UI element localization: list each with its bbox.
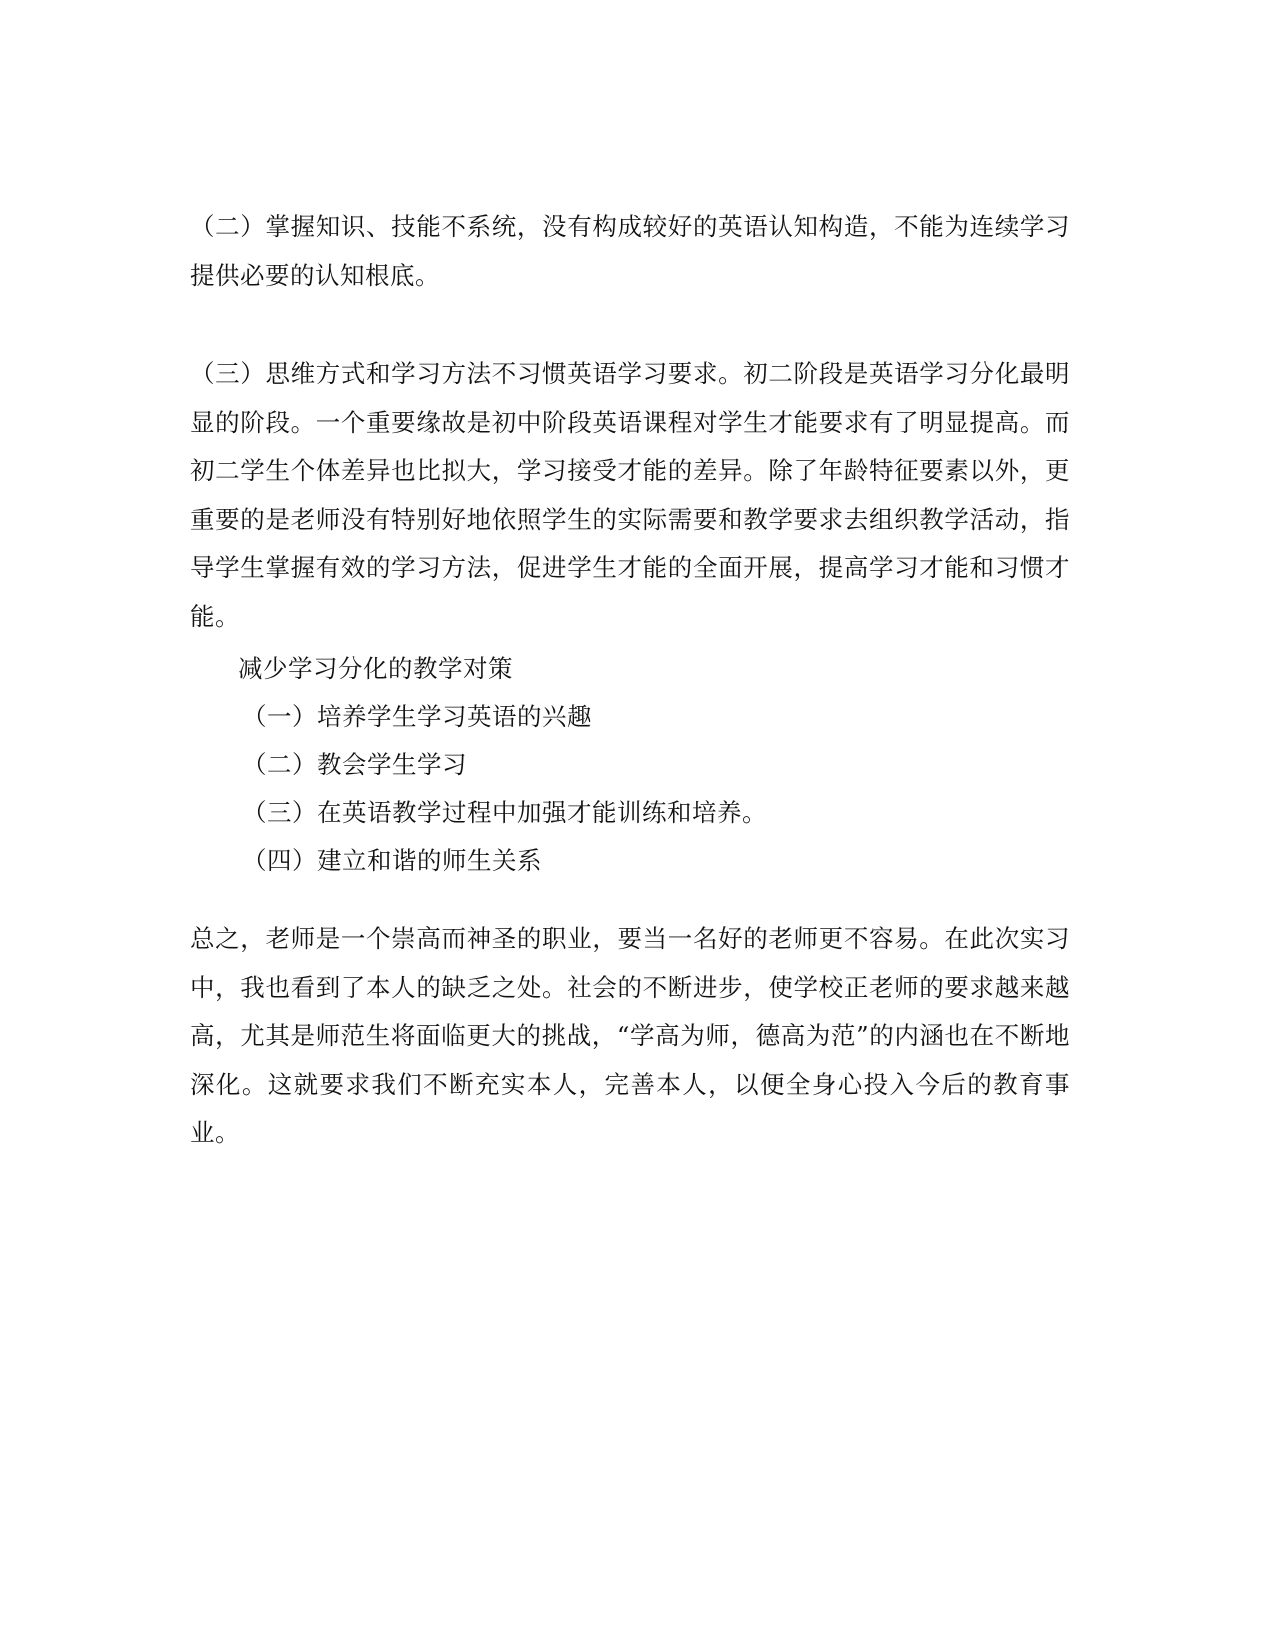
section-heading-strategies: 减少学习分化的教学对策 [238, 654, 513, 683]
paragraph-thinking-methods: （三）思维方式和学习方法不习惯英语学习要求。初二阶段是英语学习分化最明显的阶段。一个重要缘故是初中阶段英语课程对学生才能要求有了明显提高。而初二学生个体差异也比拟大，学习接受才能的差异。除了年龄特征要素以外，更重要的是老师没有特别好地依照学生的实际需要和教学要求去组织教学活动，指导学生掌握有效的学习方法，促进学生才能的全面开展，提高学习才能和习惯才能。 [190, 359, 1070, 631]
strategy-item-1: （一）培养学生学习英语的兴趣 [242, 702, 592, 731]
paragraph-knowledge-skills: （二）掌握知识、技能不系统，没有构成较好的英语认知构造，不能为连续学习提供必要的认知根底。 [190, 212, 1070, 290]
paragraph-conclusion: 总之，老师是一个崇高而神圣的职业，要当一名好的老师更不容易。在此次实习中，我也看到了本人的缺乏之处。社会的不断进步，使学校正老师的要求越来越高，尤其是师范生将面临更大的挑战，“学高为师，德高为范”的内涵也在不断地深化。这就要求我们不断充实本人，完善本人，以便全身心投入今后的教育事业。 [190, 924, 1070, 1147]
strategy-item-2: （二）教会学生学习 [242, 750, 467, 779]
strategy-list [242, 693, 767, 885]
strategy-item-4: （四）建立和谐的师生关系 [242, 846, 542, 875]
strategy-item-3: （三）在英语教学过程中加强才能训练和培养。 [242, 798, 767, 827]
